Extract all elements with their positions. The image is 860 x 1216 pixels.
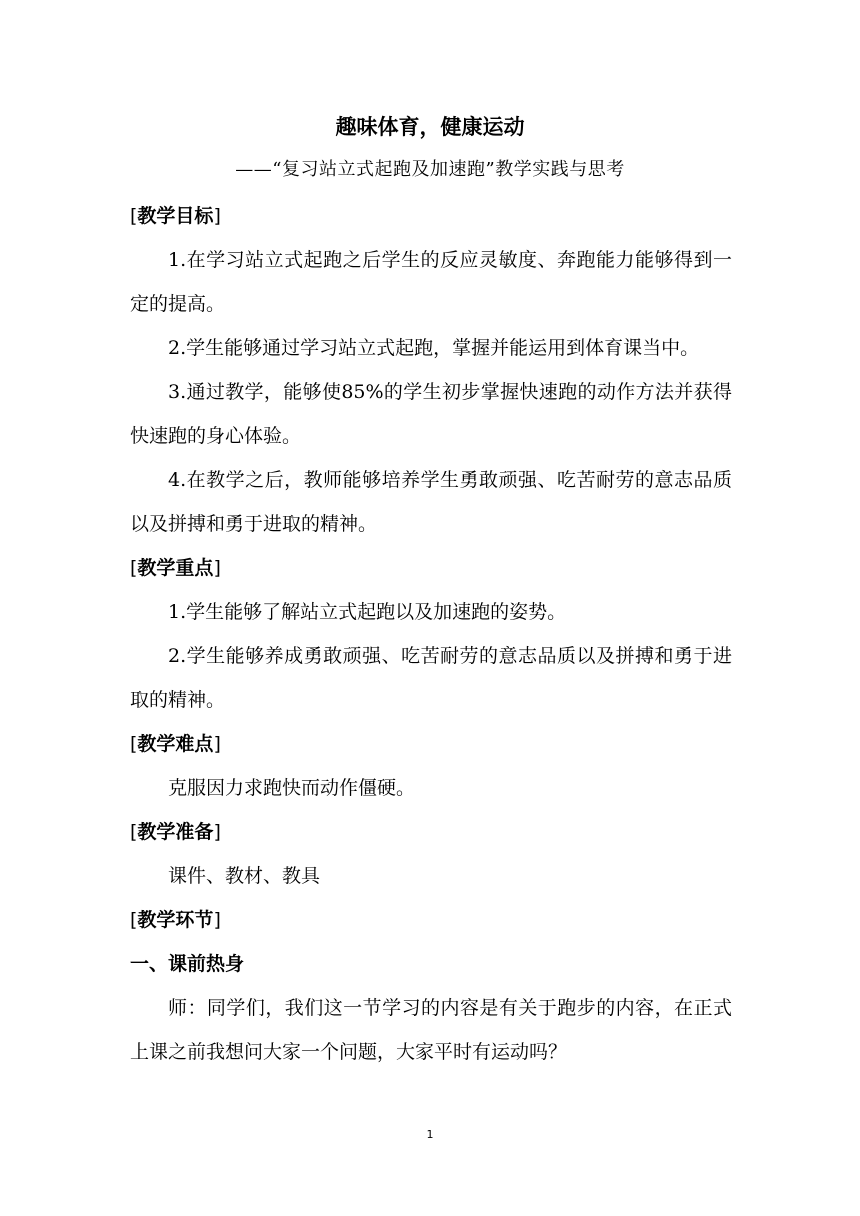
- section-heading-difficulties: [教学难点]: [130, 733, 221, 755]
- section-heading-key-points: [教学重点]: [130, 557, 221, 579]
- paragraph: 1.学生能够了解站立式起跑以及加速跑的姿势。: [168, 601, 567, 623]
- document-body: [130, 194, 732, 1074]
- paragraph: 3.通过教学，能够使85%的学生初步掌握快速跑的动作方法并获得快速跑的身心体验。: [130, 381, 732, 447]
- paragraph: 2.学生能够养成勇敢顽强、吃苦耐劳的意志品质以及拼搏和勇于进取的精神。: [130, 645, 732, 711]
- document-subtitle: ——“复习站立式起跑及加速跑”教学实践与思考: [235, 159, 625, 180]
- paragraph: 克服因力求跑快而动作僵硬。: [168, 777, 416, 799]
- section-heading-text: 教学环节: [137, 909, 214, 931]
- paragraph: 师：同学们，我们这一节学习的内容是有关于跑步的内容，在正式上课之前我想问大家一个问题，大家平时有运动吗？: [130, 997, 732, 1063]
- paragraph: 2.学生能够通过学习站立式起跑，掌握并能运用到体育课当中。: [168, 337, 700, 359]
- section-heading-text: 教学难点: [137, 733, 214, 755]
- paragraph: 课件、教材、教具: [168, 865, 321, 887]
- section-heading-text: 教学重点: [137, 557, 214, 579]
- document-title: 趣味体育，健康运动: [335, 115, 525, 139]
- section-heading-text: 教学目标: [137, 205, 214, 227]
- section-heading-text: 教学准备: [137, 821, 214, 843]
- subsection-heading-warmup: 一、课前热身: [130, 953, 245, 975]
- section-heading-process: [教学环节]: [130, 909, 221, 931]
- section-heading-objectives: [教学目标]: [130, 205, 221, 227]
- paragraph: 4.在教学之后，教师能够培养学生勇敢顽强、吃苦耐劳的意志品质以及拼搏和勇于进取的精神。: [130, 469, 732, 535]
- section-heading-preparation: [教学准备]: [130, 821, 221, 843]
- page-number: 1: [426, 1128, 434, 1141]
- paragraph: 1.在学习站立式起跑之后学生的反应灵敏度、奔跑能力能够得到一定的提高。: [130, 249, 732, 315]
